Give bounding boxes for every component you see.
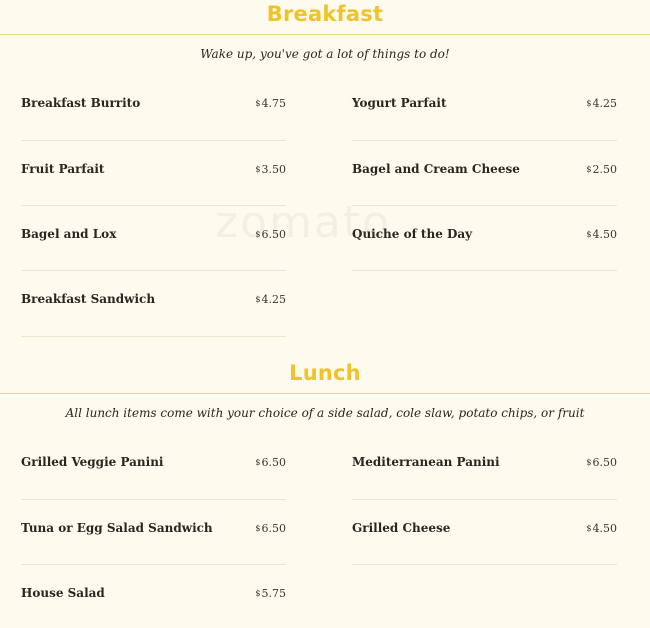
item-divider [21, 205, 286, 206]
item-name: Mediterranean Panini [352, 455, 500, 469]
item-price: $4.25 [586, 97, 617, 110]
item-price: $4.25 [255, 293, 286, 306]
item-divider [352, 205, 617, 206]
breakfast-divider [0, 34, 650, 35]
item-price: $6.50 [255, 456, 286, 469]
menu-item [21, 162, 286, 182]
item-name: Breakfast Sandwich [21, 292, 156, 306]
item-price: $4.50 [586, 522, 617, 535]
item-price: $6.50 [255, 228, 286, 241]
item-divider [21, 270, 286, 271]
menu-item [352, 455, 617, 475]
item-name: Quiche of the Day [352, 227, 473, 241]
item-name: Bagel and Lox [21, 227, 117, 241]
item-price: $5.75 [255, 587, 286, 600]
item-divider [21, 140, 286, 141]
menu-item [21, 292, 286, 312]
lunch-tagline: All lunch items come with your choice of a side salad, cole slaw, potato chips, or fruit [65, 406, 585, 420]
menu-item [21, 521, 286, 541]
menu-item [352, 227, 617, 247]
item-name: Grilled Cheese [352, 521, 451, 535]
breakfast-tagline: Wake up, you've got a lot of things to do! [200, 47, 450, 61]
item-price: $3.50 [255, 163, 286, 176]
item-price: $6.50 [255, 522, 286, 535]
menu-item [21, 455, 286, 475]
item-price: $4.75 [255, 97, 286, 110]
item-divider [21, 499, 286, 500]
item-name: Yogurt Parfait [352, 96, 447, 110]
menu-item [352, 162, 617, 182]
item-name: House Salad [21, 586, 105, 600]
item-divider [352, 140, 617, 141]
item-divider [352, 270, 617, 271]
item-name: Grilled Veggie Panini [21, 455, 164, 469]
breakfast-title: Breakfast [266, 2, 384, 26]
item-divider [352, 499, 617, 500]
item-divider [352, 564, 617, 565]
lunch-divider [0, 393, 650, 394]
menu-item [352, 521, 617, 541]
item-name: Breakfast Burrito [21, 96, 141, 110]
lunch-title: Lunch [289, 361, 361, 385]
item-name: Tuna or Egg Salad Sandwich [21, 521, 213, 535]
menu-item [21, 227, 286, 247]
item-price: $2.50 [586, 163, 617, 176]
menu-item [352, 96, 617, 116]
item-divider [21, 564, 286, 565]
item-name: Bagel and Cream Cheese [352, 162, 520, 176]
item-divider [21, 336, 286, 337]
menu-item [21, 586, 286, 606]
menu-item [21, 96, 286, 116]
item-price: $4.50 [586, 228, 617, 241]
item-price: $6.50 [586, 456, 617, 469]
item-name: Fruit Parfait [21, 162, 105, 176]
